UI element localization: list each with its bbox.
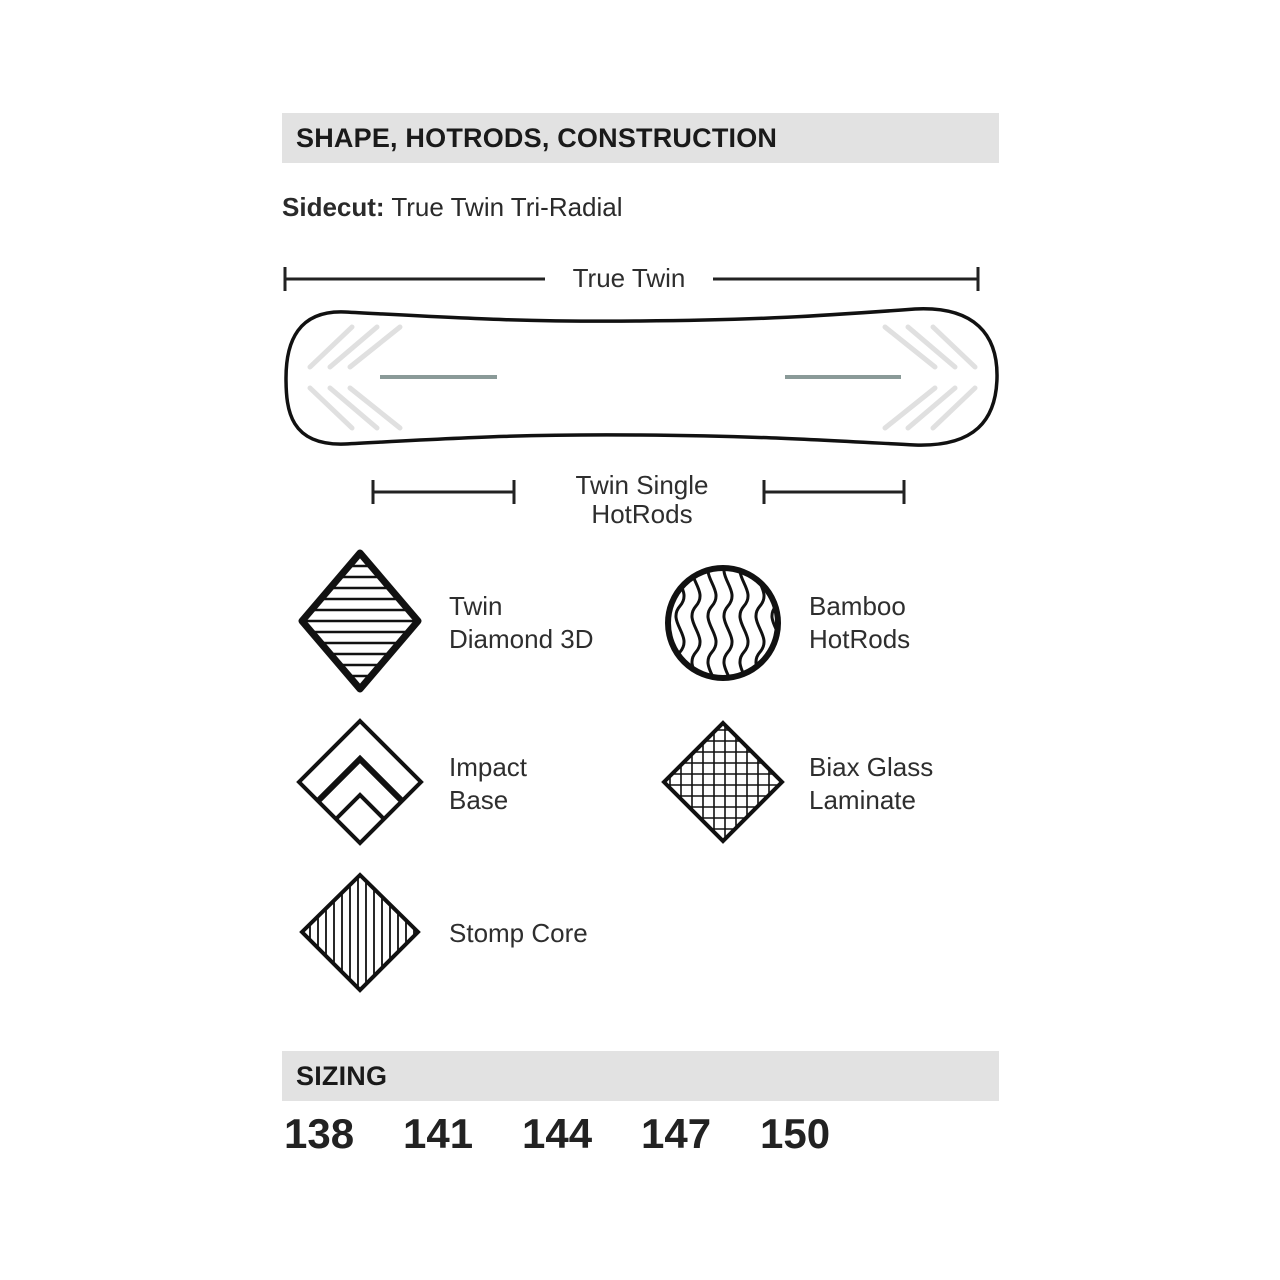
- nested-chevrons-diamond-icon: [299, 721, 421, 843]
- feature-label-stomp-core: Stomp Core: [449, 918, 588, 948]
- sidecut-value: True Twin Tri-Radial: [391, 192, 623, 222]
- size-option: 141: [403, 1110, 474, 1157]
- size-option: 147: [641, 1110, 712, 1157]
- circle-waves-icon: [668, 560, 780, 698]
- hotrods-label-line2: HotRods: [591, 499, 693, 529]
- sidecut-label: Sidecut:: [282, 192, 385, 222]
- feature-label-twin-diamond: Twin Diamond 3D: [449, 591, 594, 654]
- feature-label-bamboo-hotrods: Bamboo HotRods: [809, 591, 911, 654]
- size-option: 150: [760, 1110, 831, 1157]
- size-option: 144: [522, 1110, 593, 1157]
- sizing-title: SIZING: [296, 1060, 388, 1091]
- diamond-vertical-lines-icon: [302, 870, 418, 995]
- true-twin-label: True Twin: [572, 263, 686, 293]
- size-option: 138: [284, 1110, 355, 1157]
- size-list: [284, 1110, 879, 1158]
- feature-label-impact-base: Impact Base: [449, 752, 528, 815]
- section-title: SHAPE, HOTRODS, CONSTRUCTION: [296, 122, 778, 153]
- section-header-sizing: [282, 1051, 999, 1101]
- hotrods-label: [540, 471, 744, 529]
- feature-label-biax-glass: Biax Glass Laminate: [809, 752, 934, 815]
- hotrods-label-line1: Twin Single: [575, 470, 709, 500]
- diamond-grid-icon: [660, 720, 790, 845]
- diamond-horizontal-lines-icon: [290, 553, 430, 689]
